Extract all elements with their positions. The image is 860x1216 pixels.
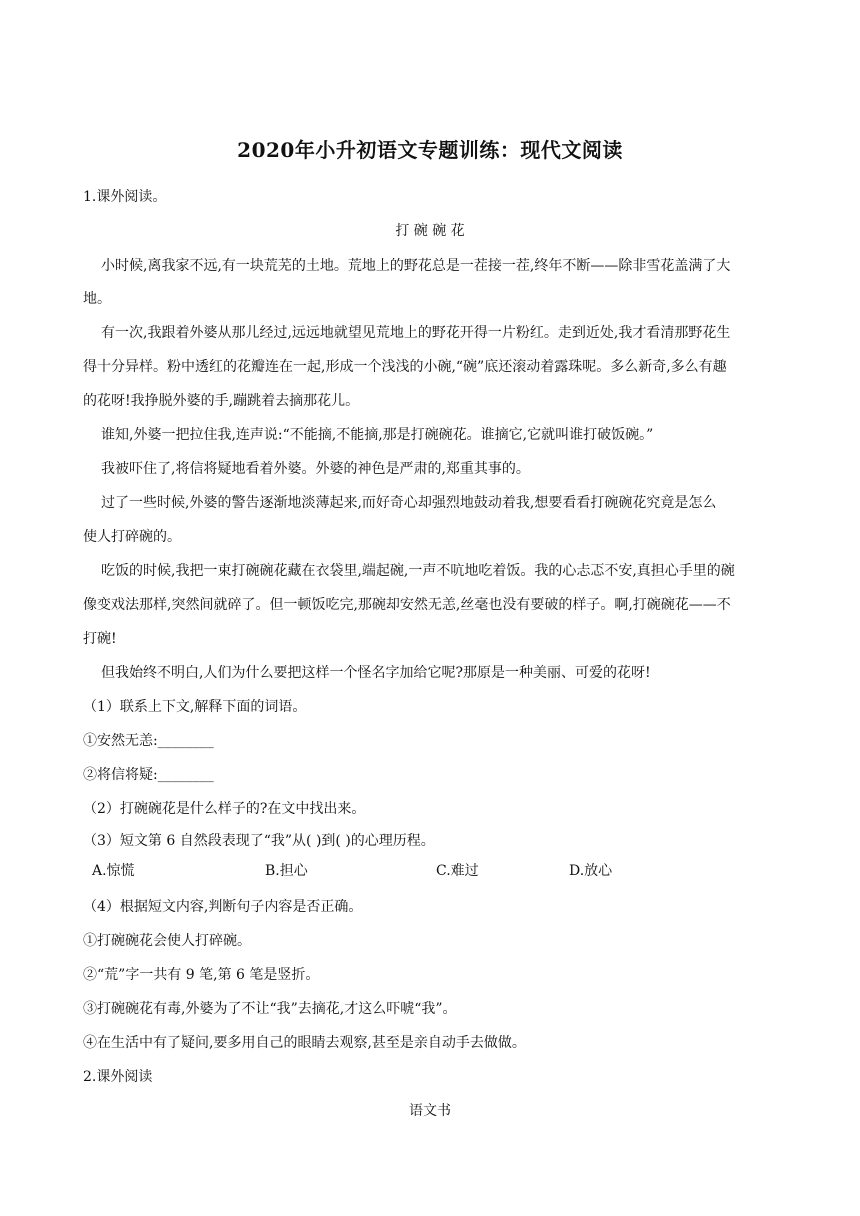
story-paragraph-line: 使人打碎碗的。: [83, 529, 181, 545]
story-paragraph-line: 我被吓住了,将信将疑地看着外婆。外婆的神色是严肃的,郑重其事的。: [101, 461, 530, 477]
story-paragraph-line: 得十分异样。粉中透红的花瓣连在一起,形成一个浅浅的小碗,“碗”底还滚动着露珠呢。多么新奇,多么有趣: [83, 359, 727, 375]
sub-question-1-item-b: ②将信将疑:________: [83, 767, 214, 783]
sub-question-4: （4）根据短文内容,判断句子内容是否正确。: [83, 899, 363, 915]
story-paragraph-line: 吃饭的时候,我把一束打碗碗花藏在衣袋里,端起碗,一声不吭地吃着饭。我的心忐忑不安,真担心手里的碗: [101, 563, 735, 579]
story-paragraph-line: 的花呀!我挣脱外婆的手,蹦跳着去摘那花儿。: [83, 393, 360, 409]
sub-question-1-item-a: ①安然无恙:________: [83, 733, 214, 749]
story-paragraph-line: 像变戏法那样,突然间就碎了。但一顿饭吃完,那碗却安然无恙,丝毫也没有要破的样子。啊,打碗碗花——不: [83, 597, 731, 613]
judgement-item: ③打碗碗花有毒,外婆为了不让“我”去摘花,才这么吓唬“我”。: [83, 1001, 457, 1017]
judgement-item: ②“荒”字一共有 9 笔,第 6 笔是竖折。: [83, 967, 320, 983]
question-2-heading: 2.课外阅读: [83, 1069, 153, 1085]
story-title: 打 碗 碗 花: [395, 223, 465, 239]
story-paragraph-line: 过了一些时候,外婆的警告逐渐地淡薄起来,而好奇心却强烈地鼓动着我,想要看看打碗碗花究竟是怎么: [101, 495, 717, 511]
option-d: D.放心: [569, 863, 613, 879]
story-paragraph-line: 地。: [83, 291, 111, 307]
choice-options: [92, 860, 692, 882]
sub-question-1: （1）联系上下文,解释下面的词语。: [83, 699, 307, 715]
story-paragraph-line: 有一次,我跟着外婆从那儿经过,远远地就望见荒地上的野花开得一片粉红。走到近处,我才看清那野花生: [101, 325, 731, 341]
judgement-item: ①打碗碗花会使人打碎碗。: [83, 933, 251, 949]
option-b: B.担心: [265, 863, 308, 879]
option-a: A.惊慌: [92, 863, 135, 879]
option-c: C.难过: [436, 863, 479, 879]
judgement-item: ④在生活中有了疑问,要多用自己的眼睛去观察,甚至是亲自动手去做做。: [83, 1035, 526, 1051]
question-1-heading: 1.课外阅读。: [83, 189, 167, 205]
story-paragraph-line: 小时候,离我家不远,有一块荒芜的土地。荒地上的野花总是一茬接一茬,终年不断——除非雪花盖满了大: [101, 258, 731, 274]
story-2-title: 语文书: [409, 1103, 451, 1119]
sub-question-2: （2）打碗碗花是什么样子的?在文中找出来。: [83, 801, 366, 817]
story-paragraph-line: 打碗!: [83, 631, 117, 647]
story-paragraph-line: 但我始终不明白,人们为什么要把这样一个怪名字加给它呢?那原是一种美丽、可爱的花呀!: [101, 665, 651, 681]
sub-question-3: （3）短文第 6 自然段表现了“我”从( )到( )的心理历程。: [83, 833, 435, 849]
document-title: 2020年小升初语文专题训练：现代文阅读: [237, 138, 623, 162]
story-paragraph-line: 谁知,外婆一把拉住我,连声说:“不能摘,不能摘,那是打碗碗花。谁摘它,它就叫谁打破饭碗。”: [101, 427, 654, 443]
